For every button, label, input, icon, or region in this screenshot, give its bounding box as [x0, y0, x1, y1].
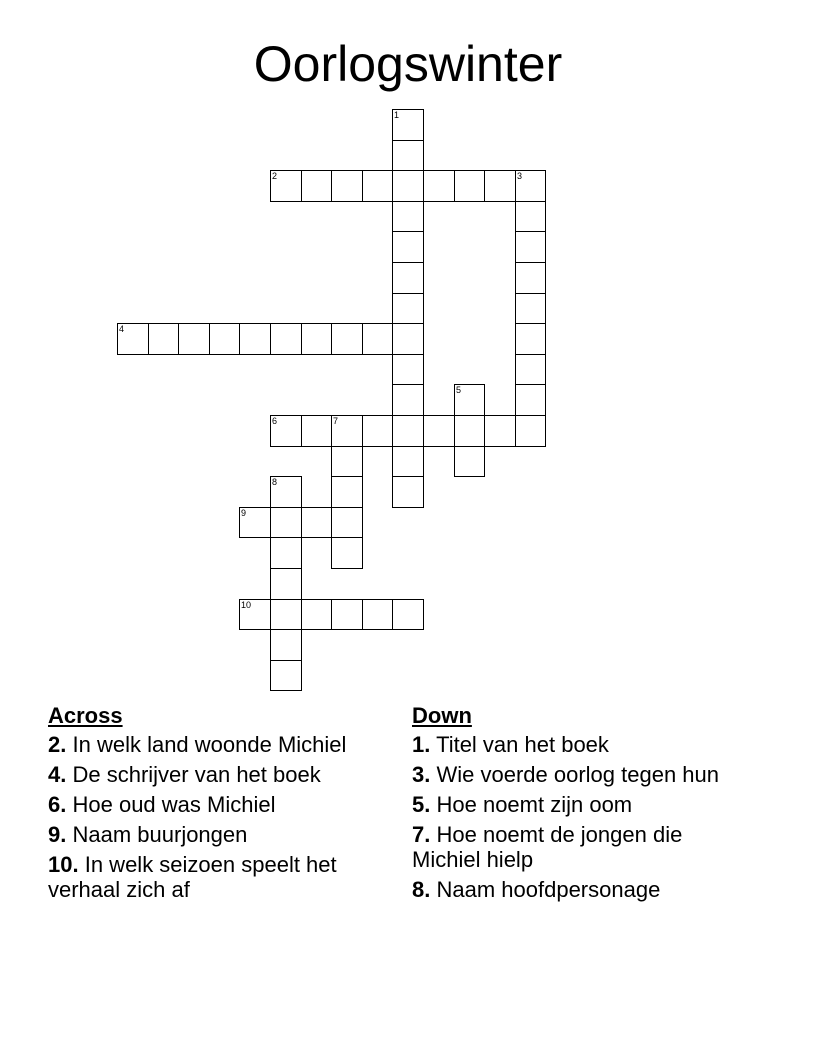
grid-cell[interactable] — [454, 415, 485, 447]
cell-number: 7 — [333, 416, 339, 426]
grid-cell[interactable] — [515, 415, 546, 447]
grid-cell[interactable] — [392, 446, 424, 477]
across-clue — [48, 852, 378, 902]
clue-text: Naam buurjongen — [72, 822, 248, 847]
clue-number: 9. — [48, 822, 67, 847]
clue-text: Hoe noemt zijn oom — [436, 792, 633, 817]
grid-cell[interactable] — [423, 170, 455, 202]
clue-number: 7. — [412, 822, 431, 847]
grid-cell[interactable] — [301, 507, 332, 538]
cell-number: 9 — [241, 508, 247, 518]
grid-cell[interactable] — [515, 170, 546, 202]
grid-cell[interactable] — [239, 599, 271, 630]
clue-text: Hoe noemt de jongen die Michiel hielp — [412, 822, 683, 872]
cell-number: 10 — [241, 600, 252, 610]
grid-cell[interactable] — [270, 537, 302, 569]
grid-cell[interactable] — [362, 599, 393, 630]
grid-cell[interactable] — [392, 170, 424, 202]
grid-cell[interactable] — [301, 415, 332, 447]
grid-cell[interactable] — [331, 415, 363, 447]
clue-text: Naam hoofdpersonage — [436, 877, 661, 902]
grid-cell[interactable] — [362, 323, 393, 355]
grid-cell[interactable] — [515, 201, 546, 232]
clue-number: 5. — [412, 792, 431, 817]
clue-number: 4. — [48, 762, 67, 787]
down-clue — [412, 822, 752, 872]
clue-text: In welk seizoen speelt het verhaal zich af — [48, 852, 337, 902]
across-clue — [48, 762, 378, 787]
down-clue — [412, 762, 752, 787]
grid-cell[interactable] — [331, 507, 363, 538]
grid-cell[interactable] — [270, 629, 302, 661]
grid-cell[interactable] — [270, 568, 302, 600]
grid-cell[interactable] — [362, 170, 393, 202]
clue-text: In welk land woonde Michiel — [72, 732, 347, 757]
grid-cell[interactable] — [484, 415, 516, 447]
grid-cell[interactable] — [301, 599, 332, 630]
grid-cell[interactable] — [392, 140, 424, 171]
grid-cell[interactable] — [362, 415, 393, 447]
grid-cell[interactable] — [392, 231, 424, 263]
grid-cell[interactable] — [301, 323, 332, 355]
grid-cell[interactable] — [392, 476, 424, 508]
grid-cell[interactable] — [392, 262, 424, 294]
grid-cell[interactable] — [270, 507, 302, 538]
across-clue — [48, 792, 378, 817]
grid-cell[interactable] — [454, 384, 485, 416]
grid-cell[interactable] — [392, 201, 424, 232]
grid-cell[interactable] — [392, 415, 424, 447]
grid-cell[interactable] — [301, 170, 332, 202]
grid-cell[interactable] — [392, 384, 424, 416]
grid-cell[interactable] — [515, 262, 546, 294]
grid-cell[interactable] — [515, 354, 546, 385]
grid-cell[interactable] — [392, 354, 424, 385]
clue-text: Hoe oud was Michiel — [72, 792, 276, 817]
grid-cell[interactable] — [270, 170, 302, 202]
across-heading: Across — [48, 703, 123, 728]
clue-number: 6. — [48, 792, 67, 817]
down-clues — [412, 703, 752, 907]
clue-number: 2. — [48, 732, 67, 757]
grid-cell[interactable] — [239, 507, 271, 538]
cell-number: 6 — [272, 416, 278, 426]
down-clue — [412, 732, 752, 757]
grid-cell[interactable] — [454, 170, 485, 202]
grid-cell[interactable] — [270, 323, 302, 355]
grid-cell[interactable] — [270, 415, 302, 447]
grid-cell[interactable] — [484, 170, 516, 202]
grid-cell[interactable] — [239, 323, 271, 355]
cell-number: 3 — [517, 171, 523, 181]
grid-cell[interactable] — [331, 476, 363, 508]
grid-cell[interactable] — [117, 323, 149, 355]
grid-cell[interactable] — [178, 323, 210, 355]
grid-cell[interactable] — [270, 660, 302, 691]
grid-cell[interactable] — [331, 537, 363, 569]
clue-number: 3. — [412, 762, 431, 787]
cell-number: 8 — [272, 477, 278, 487]
clue-number: 1. — [412, 732, 431, 757]
clue-text: Wie voerde oorlog tegen hun — [436, 762, 720, 787]
grid-cell[interactable] — [148, 323, 179, 355]
grid-cell[interactable] — [392, 599, 424, 630]
grid-cell[interactable] — [270, 476, 302, 508]
clue-text: Titel van het boek — [436, 732, 609, 757]
clue-number: 10. — [48, 852, 79, 877]
across-clue — [48, 732, 378, 757]
grid-cell[interactable] — [515, 231, 546, 263]
grid-cell[interactable] — [331, 446, 363, 477]
grid-cell[interactable] — [331, 170, 363, 202]
grid-cell[interactable] — [454, 446, 485, 477]
grid-cell[interactable] — [515, 384, 546, 416]
across-clues — [48, 703, 378, 907]
grid-cell[interactable] — [331, 323, 363, 355]
down-clue — [412, 877, 752, 902]
grid-cell[interactable] — [423, 415, 455, 447]
clue-number: 8. — [412, 877, 431, 902]
grid-cell[interactable] — [270, 599, 302, 630]
puzzle-title: Oorlogswinter — [253, 36, 563, 92]
cell-number: 2 — [272, 171, 278, 181]
grid-cell[interactable] — [515, 293, 546, 324]
cell-number: 5 — [456, 385, 462, 395]
across-clue — [48, 822, 378, 847]
cell-number: 4 — [119, 324, 125, 334]
down-heading: Down — [412, 703, 472, 728]
grid-cell[interactable] — [515, 323, 546, 355]
grid-cell[interactable] — [209, 323, 240, 355]
grid-cell[interactable] — [392, 293, 424, 324]
down-clue — [412, 792, 752, 817]
grid-cell[interactable] — [392, 109, 424, 141]
clue-text: De schrijver van het boek — [72, 762, 321, 787]
grid-cell[interactable] — [392, 323, 424, 355]
cell-number: 1 — [394, 110, 400, 120]
grid-cell[interactable] — [331, 599, 363, 630]
